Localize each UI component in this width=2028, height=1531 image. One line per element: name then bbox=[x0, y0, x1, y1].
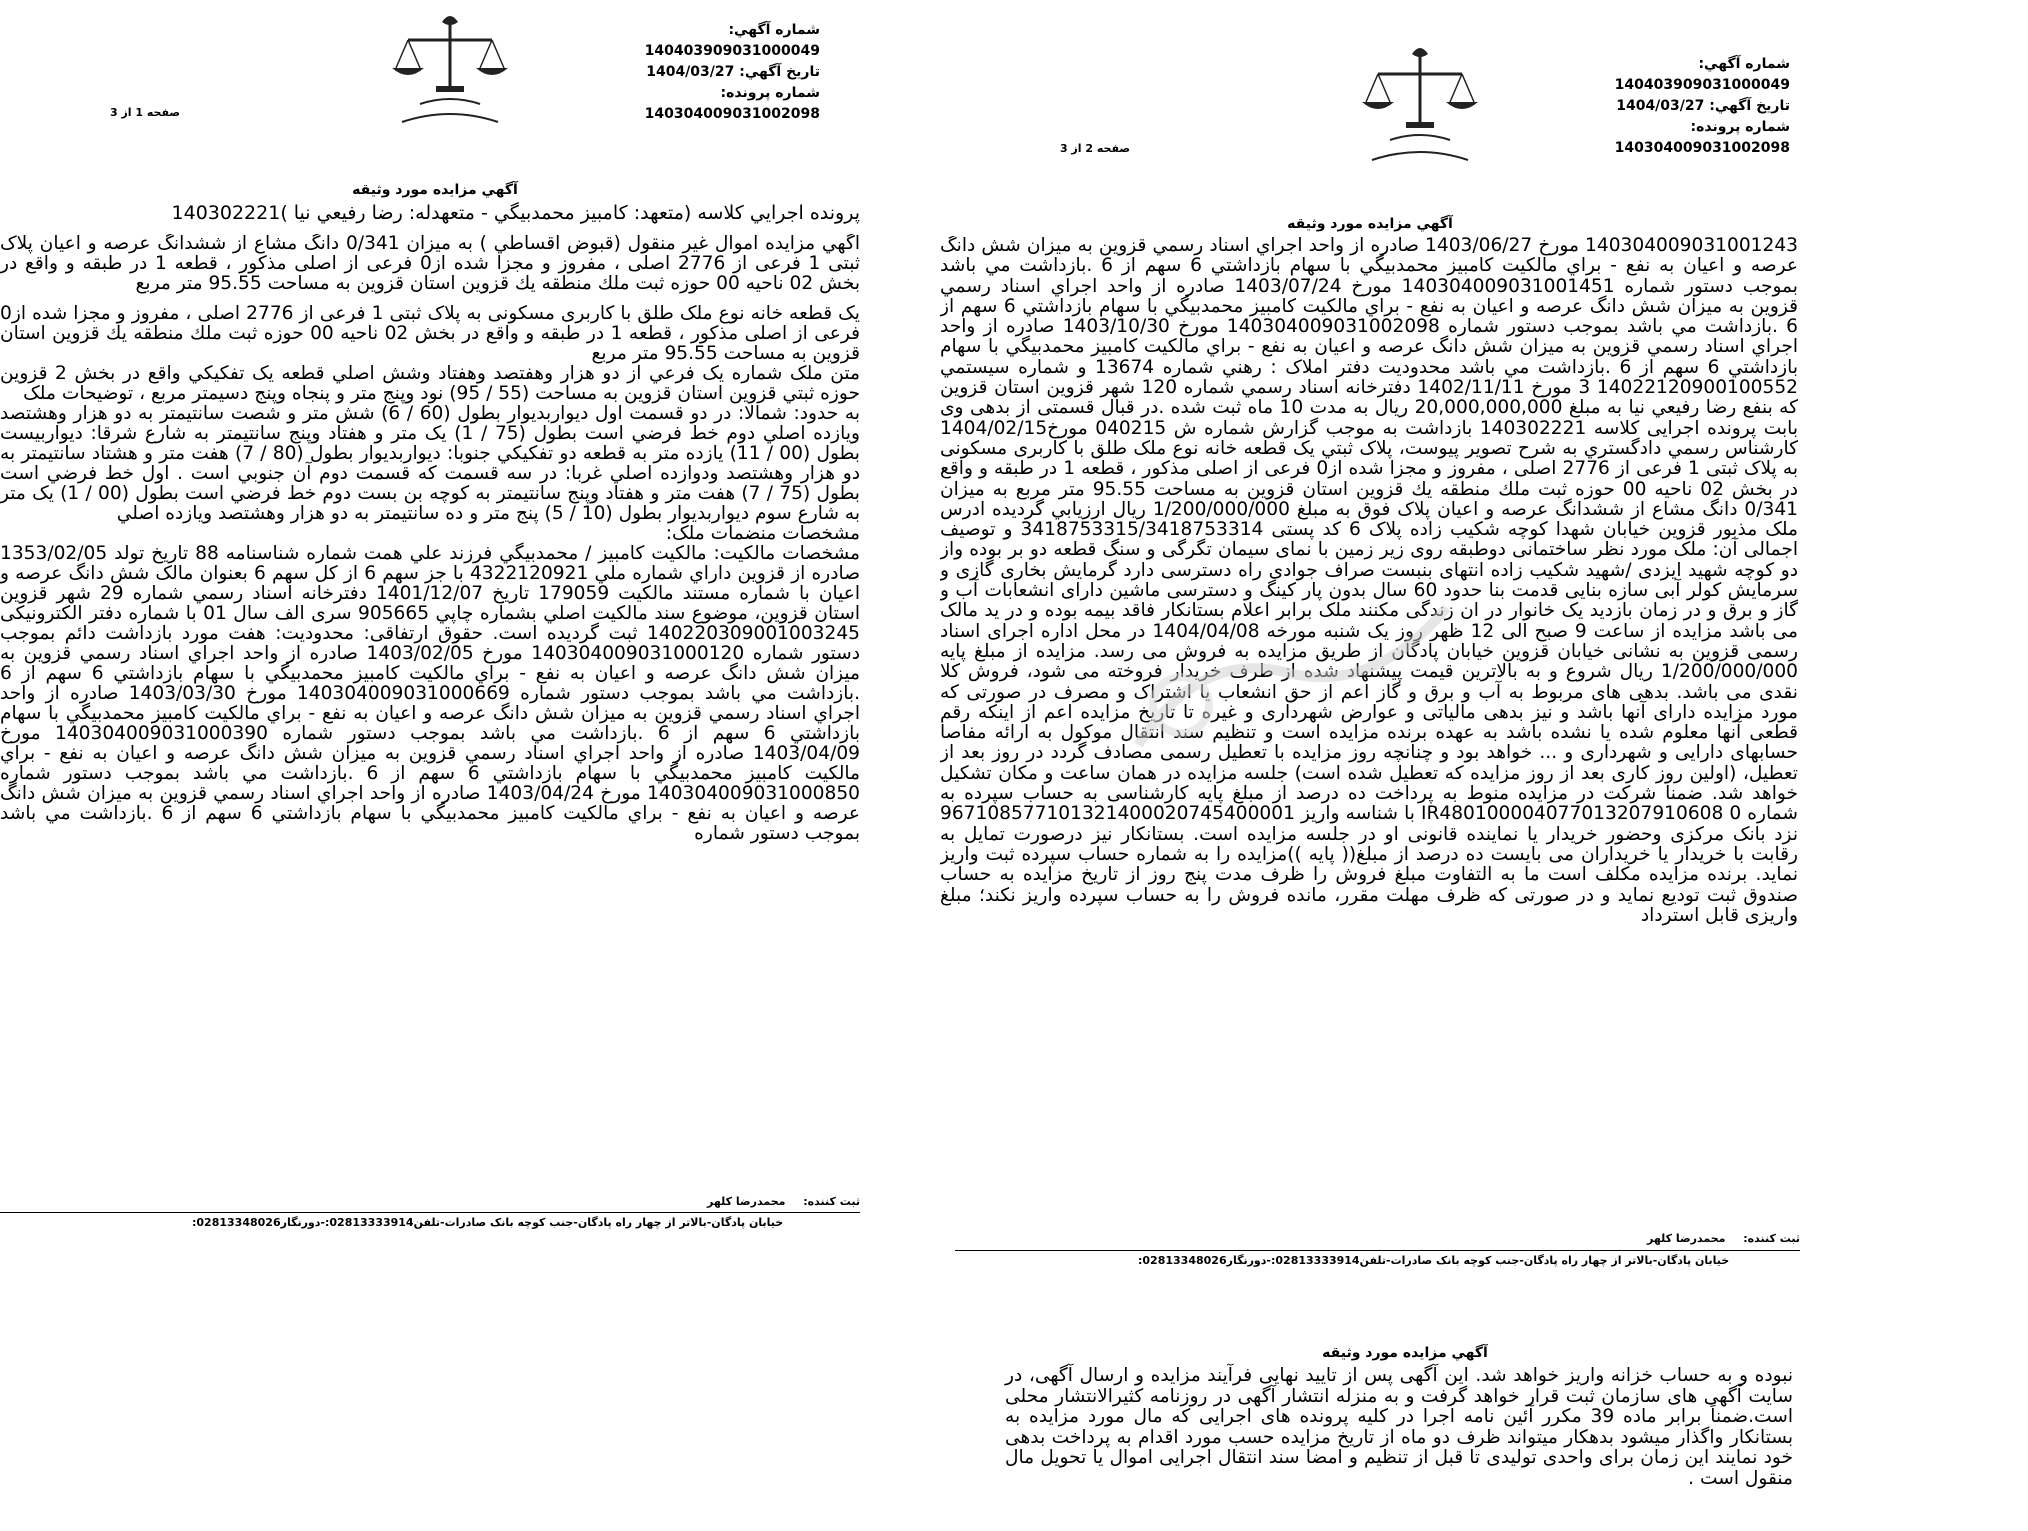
page1-footer-rule bbox=[0, 1212, 860, 1213]
page3-body: نبوده و به حساب خزانه واريز خواهد شد. اين آگهی پس از تاييد نهايی فرآيند مزايده و ارسال آگهی، در سايت آگهی های سازمان ثبت قرار خواهد گرفت و به منزله انتشار آگهی در روزنامه کثيرالانتشار محلی است.ضمناً برابر ماده 39 مکرر آئين نامه اجرا در کليه پرونده های اجرايی که مال مورد مزايده به بستانکار واگذار ميشود بدهکار ميتواند ظرف دو ماه از تاريخ مزايده حسب مورد اقدام به پرداخت بدهی خود نمايند اين زمان برای واحدی توليدی تا قبل از تنظيم و امضا سند انتقال اجرايی اموال يا تحويل مال منقول است . bbox=[1005, 1365, 1794, 1489]
scales-of-justice-icon bbox=[380, 10, 520, 130]
page1-paragraph-1: آگهي مزايده اموال غير منقول (قبوض اقساطي ) به ميزان 0/341 دانگ مشاع از ششدانگ عرصه و اعيان پلاک ثبتی 1 فرعی از 2776 اصلی ، مفروز و مجزا شده از0 فرعی از اصلی مذکور ، قطعه 1 در طبقه و واقع در بخش 02 ناحيه 00 حوزه ثبت ملك منطقه يك قزوين استان قزوين به مساحت 95.55 متر مربع bbox=[0, 234, 860, 294]
ad-number-row: شماره آگهي: 140403909031000049 bbox=[1614, 56, 1790, 93]
page3-title: آگهي مزايده مورد وثيقه bbox=[1322, 1345, 1488, 1361]
page1-title: آگهي مزايده مورد وثيقه bbox=[352, 182, 518, 198]
page2-footer-rule bbox=[955, 1250, 1800, 1251]
page1-paragraph-6: مشخصات مالکيت: مالکيت کامبيز / محمدبيگي فرزند علي همت شماره شناسنامه 88 تاريخ تولد 1353/02/05 صادره از قزوين داراي شماره ملي 4322120921 با جز سهم 6 از کل سهم 6 بعنوان مالک شش دانگ عرصه و اعيان با شماره مستند مالکيت 179059 تاريخ 1401/12/07 دفترخانه اسناد رسمي شماره 29 شهر قزوين استان قزوين، موضوع سند مالکيت اصلي بشماره چاپي 905665 سری الف سال 01 با شماره دفتر الکترونيکی 140220309001003245 ثبت گرديده است. حقوق ارتفاقی: محدوديت: هفت مورد بازداشت دائم بموجب دستور شماره 140304009031000120 مورخ 1403/02/05 صادره از واحد اجراي اسناد رسمي قزوين به ميزان شش دانگ عرصه و اعيان به نفع - براي مالکيت کامبيز محمدبيگي با سهام بازداشتي 6 سهم از 6 .بازداشت مي باشد بموجب دستور شماره 140304009031000669 مورخ 1403/03/30 صادره از واحد اجراي اسناد رسمي قزوين به ميزان شش دانگ عرصه و اعيان به نفع - براي مالکيت کامبيز محمدبيگي با سهام بازداشتي 6 سهم از 6 .بازداشت مي باشد بموجب دستور شماره 140304009031000390 مورخ 1403/04/09 صادره از واحد اجراي اسناد رسمي قزوين به ميزان شش دانگ عرصه و اعيان به نفع - براي مالکيت کامبيز محمدبيگي با سهام بازداشتي 6 سهم از 6 .بازداشت مي باشد بموجب دستور شماره 140304009031000850 مورخ 1403/04/24 صادره از واحد اجراي اسناد رسمي قزوين به ميزان شش دانگ عرصه و اعيان به نفع - براي مالکيت کامبيز محمدبيگي با سهام بازداشتي 6 سهم از 6 .بازداشت مي باشد بموجب دستور شماره bbox=[0, 543, 860, 844]
page2-body: 140304009031001243 مورخ 1403/06/27 صادره از واحد اجراي اسناد رسمي قزوين به ميزان شش دانگ عرصه و اعيان به نفع - براي مالکيت کامبيز محمدبيگي با سهام بازداشتي 6 سهم از 6 .بازداشت مي باشد بموجب دستور شماره 140304009031001451 مورخ 1403/07/24 صادره از واحد اجراي اسناد رسمي قزوين به ميزان شش دانگ عرصه و اعيان به نفع - براي مالکيت کامبيز محمدبيگي با سهام بازداشتي 6 سهم از 6 .بازداشت مي باشد بموجب دستور شماره 140304009031002098 مورخ 1403/10/30 صادره از واحد اجراي اسناد رسمي قزوين به ميزان شش دانگ عرصه و اعيان به نفع - براي مالکيت کامبيز محمدبيگي با سهام بازداشتي 6 سهم از 6 .بازداشت مي باشد محدوديت دفتر املاک : رهني شماره 13674 و شماره سيستمي 14022120900100552 3 مورخ 1402/11/11 دفترخانه اسناد رسمي شماره 120 شهر قزوين استان قزوين که بنفع رضا رفيعي نيا به مبلغ 20,000,000,000 ريال به مدت 10 ماه ثبت شده .در قبال قسمتی از بدهی وی بابت پرونده اجرایی کلاسه 140302221 بازداشت به موجب گزارش شماره ش 040215 مورخ1404/02/15 کارشناس رسمي دادگستري به شرح تصوير پيوست، پلاک ثبتي يک قطعه خانه نوع ملک طلق با کاربری مسکونی به پلاک ثبتی 1 فرعی از 2776 اصلی ، مفروز و مجزا شده از0 فرعی از اصلی مذکور ، قطعه 1 در طبقه و واقع در بخش 02 ناحيه 00 حوزه ثبت ملك منطقه يك قزوين استان قزوين به مساحت 95.55 متر مربع به ميزان 0/341 دانگ مشاع از ششدانگ عرصه و اعيان پلاک فوق به مبلغ 1/200/000/000 ريال ارزيابي گرديده ادرس ملک مذبور قزوين خيابان شهدا کوچه شکيب زاده پلاک 6 کد پستی 3418753315/3418753314 و توصيف اجمالی آن: ملک مورد نظر ساختمانی دوطبقه روی زير زمين با نمای سيمان تگرگی و سنگ قطعه دو بر بوده واز دو کوچه شهيد ايزدی /شهيد شکيب زاده انتهای بنبست صراف جوادی راه دسترسی دارد گرمايش بخاری گازی و سرمايش کولر آبی سازه بنايی قدمت بنا حدود 60 سال بدون پار کينگ و دسترسی ماشين دارای انشعابات آب و گاز و برق و در زمان بازديد يک خانوار در ان زندگی مکنند ملک برابر اعلام بستانکار فاقد بيمه بوده و در يد مالک می باشد مزايده از ساعت 9 صبح الی 12 ظهر روز يک شنبه مورخه 1404/04/08 در محل اداره اجرای اسناد رسمی قزوين به نشانی خيابان قزوين خيابان پادگان از طريق مزايده به فروش می رسد. مزايده از مبلغ پايه 1/200/000/000 ريال شروع و به بالاترين قيمت پيشنهاد شده از طرف خريدار فروخته می شود، فروش کلا نقدی می باشد. بدهی های مربوط به آب و برق و گاز اعم از حق انشعاب يا اشتراک و مصرف در صورتی که مورد مزايده دارای آنها باشد و نيز بدهی مالياتی و عوارض شهرداری و غيره تا تاريخ مزايده اعم از اينکه رقم قطعی آنها معلوم شده يا نشده باشد به عهده برنده مزايده است و تنظيم سند انتقال موکول به ارائه مفاصا حسابهای دارايی و شهرداری و ... خواهد بود و چنانچه روز مزايده با تعطيل رسمی مصادف گردد در روز بعد از تعطيل، (اولين روز کاری بعد از روز مزايده که تعطيل شده است) جلسه مزايده در همان ساعت و مکان تشکيل خواهد شد. ضمنا شرکت در مزايده منوط به پرداخت ده درصد از مبلغ پايه کارشناسی به حساب سپرده به شماره IR480100004077013207910608 0 با شناسه واريز 967108577101321400020745400001 نزد بانک مرکزی وحضور خريدار يا نماينده قانونی او در جلسه مزايده است. بستانکار نيز درصورت تمايل به رقابت با خريدار يا خريداران می بايست ده درصد از مبلغ(( پايه ))مزايده را به شماره حساب سپرده ثبت واريز نمايد. برنده مزايده مکلف است ما به التفاوت مبلغ فروش را ظرف مدت پنج روز از تاريخ مزايده به حساب صندوق ثبت توديع نمايد و در صورتی که ظرف مهلت مقرر، مانده فروش را به حساب سپرده واريز نکند؛ مبلغ واريزی قابل استرداد bbox=[940, 236, 1798, 926]
page1-body bbox=[0, 234, 860, 1189]
page1-paragraph-2: يک قطعه خانه نوع ملک طلق با کاربری مسکونی به پلاک ثبتی 1 فرعی از 2776 اصلی ، مفروز و مجزا شده از0 فرعی از اصلی مذکور ، قطعه 1 در طبقه و واقع در بخش 02 ناحيه 00 حوزه ثبت ملك منطقه يك قزوين استان قزوين به مساحت 95.55 متر مربع bbox=[0, 303, 860, 364]
page2-recorder: ثبت کننده: محمدرضا کلهر bbox=[1647, 1232, 1800, 1245]
page2-title: آگهي مزايده مورد وثيقه bbox=[1287, 216, 1453, 232]
page1-file-line: پرونده اجرايي کلاسه (متعهد: کامبيز محمدبيگي - متعهدله: رضا رفيعي نيا )140302221 bbox=[171, 202, 860, 224]
ad-date-row: تاريخ آگهي: 1404/03/27 bbox=[646, 64, 820, 80]
page2-header-meta bbox=[1560, 54, 1790, 159]
file-number-row: شماره پرونده: 140304009031002098 bbox=[644, 85, 820, 122]
page2-footer: خيابان پادگان-بالاتر از چهار راه پادگان-جنب کوچه بانک صادرات-تلفن02813333914:-دورنگار02813348026: bbox=[1138, 1254, 1730, 1267]
page1-footer: خيابان پادگان-بالاتر از چهار راه پادگان-جنب کوچه بانک صادرات-تلفن02813333914:-دورنگار02813348026: bbox=[192, 1216, 784, 1229]
ad-number-row: شماره آگهي: 140403909031000049 bbox=[644, 22, 820, 59]
page1-recorder: ثبت کننده: محمدرضا کلهر bbox=[707, 1195, 860, 1208]
page1-paragraph-5: مشخصات منضمات ملک: bbox=[665, 523, 860, 544]
page1-header-meta bbox=[590, 20, 820, 125]
judiciary-emblem-logo bbox=[380, 10, 520, 130]
page2-page-number: صفحه 2 از 3 bbox=[1059, 142, 1130, 155]
page1-paragraph-3: متن ملک شماره يک فرعي از دو هزار وهفتصد وهفتاد وشش اصلي قطعه يک تفکيکي واقع در بخش 2 قزوين حوزه ثبتي قزوين استان قزوين به مساحت (55 / 95) نود وپنج متر و پنجاه وپنج دسيمتر مربع ، توضيحات ملک bbox=[0, 363, 860, 404]
page1-page-number: صفحه 1 از 3 bbox=[109, 106, 180, 119]
ad-date-row: تاريخ آگهي: 1404/03/27 bbox=[1616, 98, 1790, 114]
file-number-row: شماره پرونده: 140304009031002098 bbox=[1614, 119, 1790, 156]
scales-of-justice-icon bbox=[1350, 40, 1490, 170]
judiciary-emblem-logo bbox=[1350, 40, 1490, 170]
page1-paragraph-4: به حدود: شمالا: در دو قسمت اول ديواربديوار بطول (60 / 6) شش متر و شصت سانتيمتر به دو هزار وهشتصد ويازده اصلي دوم خط فرضي است بطول (75 / 1) يک متر و هفتاد وپنج سانتيمتر به شارع شرقا: ديواربيست بطول (00 / 11) يازده متر به قطعه دو تفکيکي جنوبا: ديواربديوار بطول (80 / 7) هفت متر و هشتاد سانتيمتر به دو هزار وهشتصد ودوازده اصلي غربا: در سه قسمت که قسمت دوم آن جنوبي است . اول خط فرضي است بطول (75 / 7) هفت متر و هفتاد وپنج سانتيمتر به کوچه بن بست دوم خط فرضي است بطول (00 / 1) يک متر به شارع سوم ديواربديوار بطول (10 / 5) پنج متر و ده سانتيمتر به دو هزار وهشتصد ويازده اصلي bbox=[0, 403, 860, 524]
